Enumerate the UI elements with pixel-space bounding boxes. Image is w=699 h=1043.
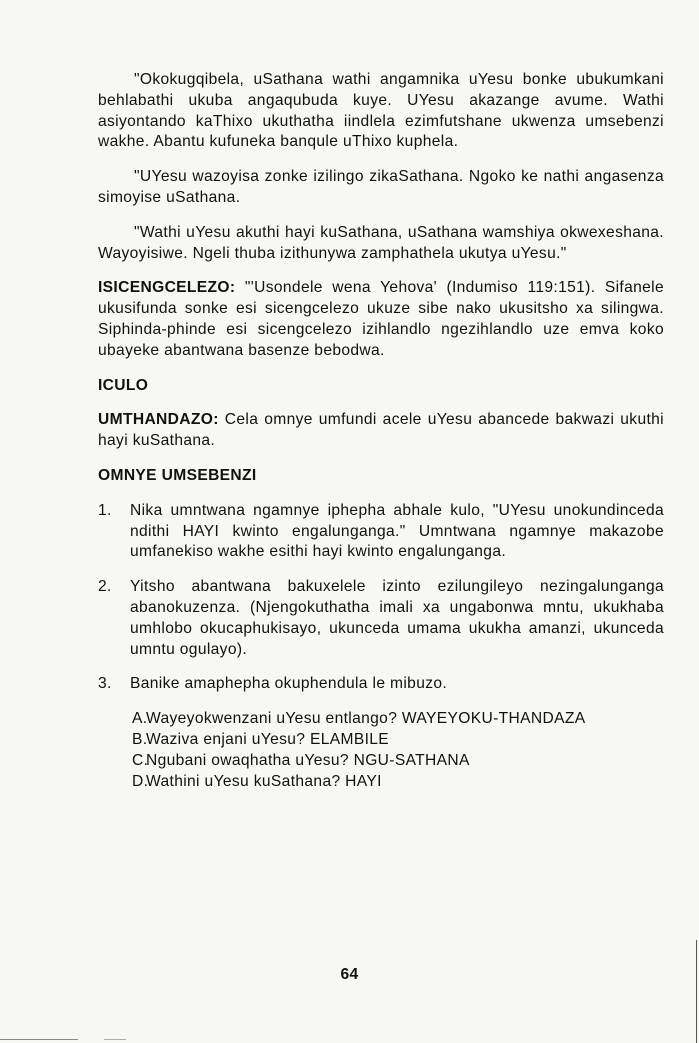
activity-number: 2. xyxy=(98,578,112,596)
paragraph-temptation-kingdoms: "Okokugqibela, uSathana wathi angamnika uYesu bonke ubukumkani behlabathi ukuba angaqubuda kuye. UYesu akazange avume. Wathi asiyontando kaThixo ukuthatha iindlela ezimfutshane ukwenza umsebenzi wakhe. Abantu kufuneka banqule uThixo kuphela. xyxy=(98,71,664,151)
quiz-item xyxy=(132,709,664,730)
paragraph-satan-left: "Wathi uYesu akuthi hayi kuSathana, uSathana wamshiya okwexeshana. Wayoyisiwe. Ngeli thuba izithunywa zamphathela ukutya uYesu." xyxy=(98,223,664,262)
scan-edge-line xyxy=(104,1039,126,1040)
page-number: 64 xyxy=(340,966,359,983)
quiz-item xyxy=(132,772,664,793)
quiz-text: Ngubani owaqhatha uYesu? NGU-SATHANA xyxy=(146,751,470,769)
prayer-paragraph xyxy=(98,410,664,452)
quiz-text: Waziva enjani uYesu? ELAMBILE xyxy=(146,730,390,748)
quiz-letter: A. xyxy=(132,710,148,728)
scan-edge-line xyxy=(696,940,697,1043)
activity-text: Banike amaphepha okuphendula le mibuzo. xyxy=(130,675,448,693)
activity-number: 1. xyxy=(98,501,112,519)
scan-edge-line xyxy=(0,1039,78,1040)
quiz-text: Wathini uYesu kuSathana? HAYI xyxy=(146,772,382,790)
activity-text: Nika umntwana ngamnye iphepha abhale kulo, "UYesu unokundinceda ndithi HAYI kwinto engalunganga." Umntwana ngamnye makazobe umfanekiso wakhe esithi hayi kwinto engalunganga. xyxy=(130,501,664,561)
quiz-letter: C. xyxy=(132,751,149,769)
memory-verse-text: "'Usondele wena Yehova' (Indumiso 119:151). Sifanele ukusifunda sonke esi sicengcelezo ukuze sibe nako ukusitsho xa silingwa. Siphinda-phinde esi sicengcelezo izihlandlo ngezihlandlo uze emva koko ubayeke abantwana basenze bebodwa. xyxy=(98,279,664,359)
song-heading: ICULO xyxy=(98,376,149,394)
quiz-text: Wayeyokwenzani uYesu entlango? WAYEYOKU-THANDAZA xyxy=(146,710,586,728)
memory-verse-paragraph xyxy=(98,278,664,361)
activity-number: 3. xyxy=(98,675,112,693)
page-body xyxy=(98,70,664,806)
activity-item xyxy=(98,577,664,660)
quiz-list xyxy=(98,709,664,792)
prayer-text: Cela omnye umfundi acele uYesu abancede bakwazi ukuthi hayi kuSathana. xyxy=(98,411,664,450)
quiz-letter: D. xyxy=(132,772,149,790)
activity-text: Yitsho abantwana bakuxelele izinto ezilungileyo nezingalunganga abanokuzenza. (Njengokuthatha imali xa ungabonwa mntu, ukukhaba umhlobo okucaphukisayo, ukunceda umama ukukha amanzi, ukunceda umntu ogulayo). xyxy=(130,578,664,658)
prayer-label: UMTHANDAZO: xyxy=(98,411,219,429)
quiz-item xyxy=(132,730,664,751)
activity-item xyxy=(98,674,664,792)
activity-list xyxy=(98,501,664,793)
paragraph-jesus-overcame: "UYesu wazoyisa zonke izilingo zikaSathana. Ngoko ke nathi angasenza simoyise uSathana. xyxy=(98,168,664,206)
quiz-letter: B. xyxy=(132,730,148,748)
quiz-item xyxy=(132,751,664,772)
activity-heading: OMNYE UMSEBENZI xyxy=(98,466,257,484)
activity-item xyxy=(98,501,664,563)
memory-verse-label: ISICENGCELEZO: xyxy=(98,279,236,297)
